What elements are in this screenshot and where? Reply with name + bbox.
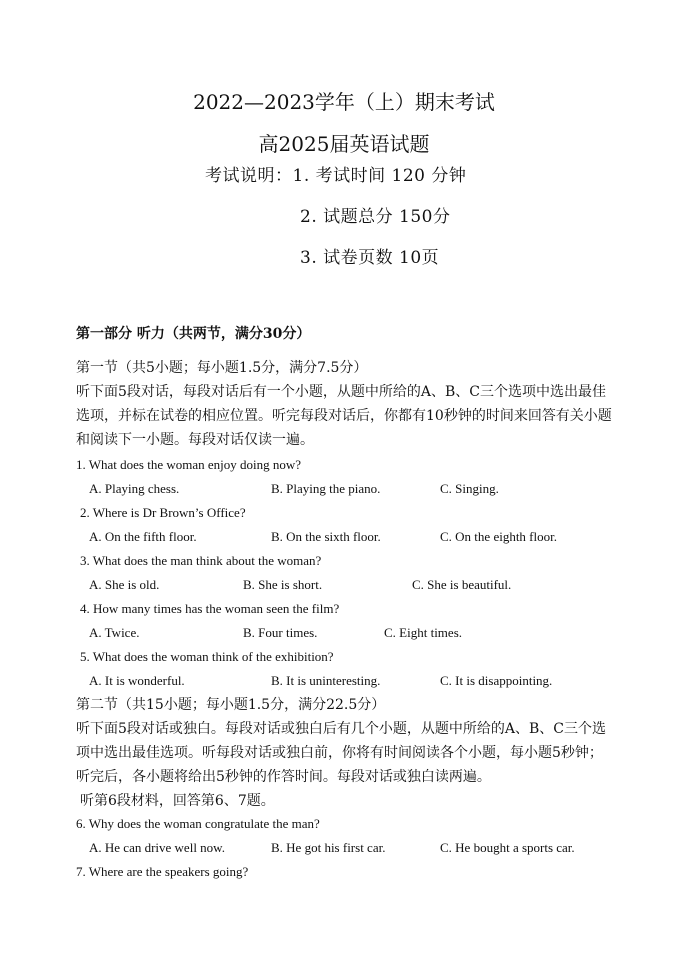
- question-3-stem: 3. What does the man think about the woman?: [80, 553, 322, 568]
- exam-title: 2022—2023学年（上）期末考试: [193, 90, 495, 114]
- question-1-option-b: B. Playing the piano.: [271, 481, 381, 496]
- question-1-option-a: A. Playing chess.: [89, 481, 180, 496]
- question-2-stem: 2. Where is Dr Brown’s Office?: [80, 505, 246, 520]
- question-2-option-c: C. On the eighth floor.: [440, 529, 557, 544]
- question-3-option-b: B. She is short.: [243, 577, 323, 592]
- question-4-option-c: C. Eight times.: [384, 625, 462, 640]
- question-5-option-c: C. It is disappointing.: [440, 673, 553, 688]
- section1-instruction-line: 选项，并标在试卷的相应位置。听完每段对话后，你都有10秒钟的时间来回答有关小题: [76, 408, 612, 424]
- material-note: 听第6段材料，回答第6、7题。: [80, 793, 275, 809]
- part1-heading: 第一部分 听力（共两节，满分30分）: [76, 326, 311, 342]
- question-5-stem: 5. What does the woman think of the exhibition?: [80, 649, 334, 664]
- question-7-stem: 7. Where are the speakers going?: [76, 864, 249, 879]
- section2-instruction-line: 听完后，各小题将给出5秒钟的作答时间。每段对话或独白读两遍。: [76, 769, 491, 785]
- section2-heading: 第二节（共15小题；每小题1.5分，满分22.5分）: [76, 697, 386, 713]
- question-1-stem: 1. What does the woman enjoy doing now?: [76, 457, 302, 472]
- question-6-stem: 6. Why does the woman congratulate the man?: [76, 816, 320, 831]
- question-5-option-b: B. It is uninteresting.: [271, 673, 381, 688]
- section2-instruction-line: 项中选出最佳选项。听每段对话或独白前，你将有时间阅读各个小题，每小题5秒钟；: [76, 745, 603, 761]
- question-2-option-a: A. On the fifth floor.: [89, 529, 197, 544]
- question-4-option-b: B. Four times.: [243, 625, 318, 640]
- question-2-option-b: B. On the sixth floor.: [271, 529, 381, 544]
- exam-note-2: 2. 试题总分 150分: [300, 207, 451, 227]
- question-6-option-a: A. He can drive well now.: [89, 840, 225, 855]
- question-3-option-c: C. She is beautiful.: [412, 577, 512, 592]
- question-5-option-a: A. It is wonderful.: [89, 673, 185, 688]
- section2-instruction-line: 听下面5段对话或独白。每段对话或独白后有几个小题，从题中所给的A、B、C三个选: [76, 721, 607, 737]
- question-1-option-c: C. Singing.: [440, 481, 499, 496]
- exam-note-3: 3. 试卷页数 10页: [300, 248, 440, 268]
- question-6-option-c: C. He bought a sports car.: [440, 840, 575, 855]
- exam-subtitle: 高2025届英语试题: [258, 132, 430, 156]
- section1-instruction-line: 听下面5段对话，每段对话后有一个小题，从题中所给的A、B、C三个选项中选出最佳: [76, 384, 607, 400]
- section1-heading: 第一节（共5小题；每小题1.5分，满分7.5分）: [76, 360, 368, 376]
- exam-note-1: 考试说明：1. 考试时间 120 分钟: [205, 166, 467, 186]
- section1-instruction-line: 和阅读下一小题。每段对话仅读一遍。: [76, 432, 314, 448]
- question-4-option-a: A. Twice.: [89, 625, 140, 640]
- question-4-stem: 4. How many times has the woman seen the film?: [80, 601, 340, 616]
- question-3-option-a: A. She is old.: [89, 577, 160, 592]
- question-6-option-b: B. He got his first car.: [271, 840, 386, 855]
